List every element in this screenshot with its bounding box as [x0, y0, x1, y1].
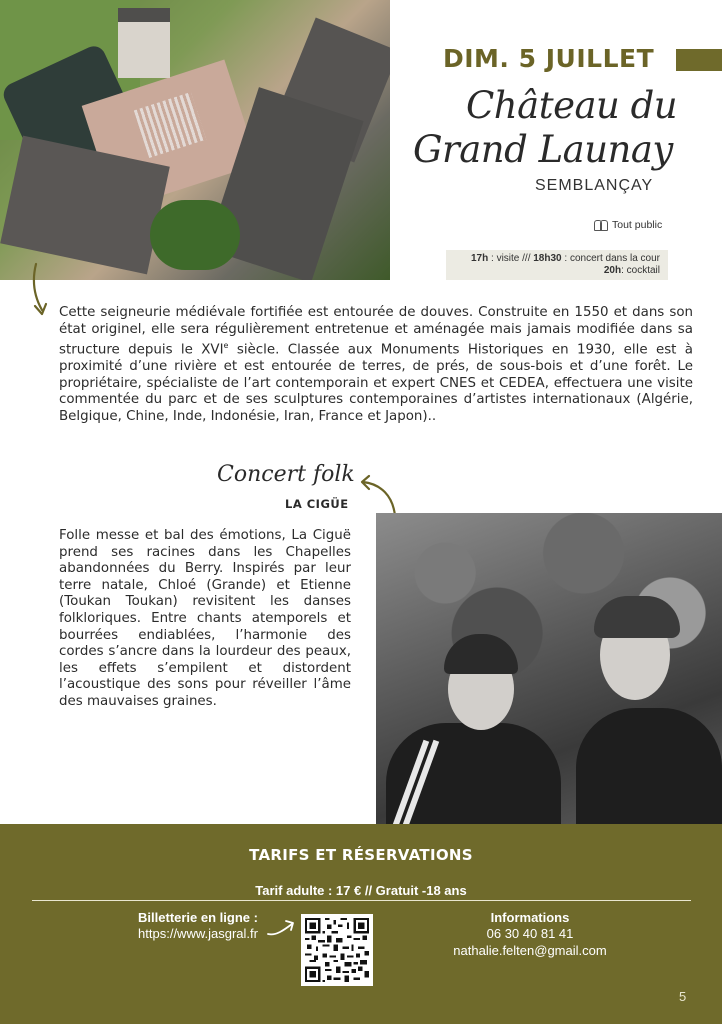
venue-title-line1: Château du — [466, 84, 678, 127]
concert-description: Folle messe et bal des émotions, La Ciguë prend ses racines dans les Chapelles abandonnées du Berry. Inspirés par leur terre natale, Chloé (Grande) et Etienne (Toukan Toukan) revisitent les danses folkloriques. Entre chants atemporels et bourrées endiablées, l’harmonie des cordes s’ancre dans la lourdeur des peaux, les effets s’empilent et distordent l’acoustique des sons pour réveiller l’âme des mauvaises graines. — [59, 528, 351, 709]
footer-reservations — [0, 824, 722, 1024]
schedule-box — [446, 250, 668, 280]
event-date: DIM. 5 JUILLET — [443, 44, 655, 73]
online-ticketing-url[interactable]: https://www.jasgral.fr — [138, 926, 258, 941]
reservations-title: TARIFS ET RÉSERVATIONS — [249, 846, 473, 864]
info-label: Informations — [490, 910, 570, 925]
chateau-aerial-photo — [0, 0, 390, 280]
footer-divider — [32, 900, 691, 901]
concert-title: Concert folk — [217, 462, 355, 487]
info-email[interactable]: nathalie.felten@gmail.com — [453, 943, 607, 958]
page-number: 5 — [679, 989, 687, 1004]
qr-code-icon[interactable] — [301, 914, 373, 986]
curved-arrow-down-icon — [30, 262, 60, 320]
curved-arrow-left-icon — [355, 474, 403, 518]
schedule-line1: 17h : visite /// 18h30 : concert dans la cour — [471, 253, 660, 264]
info-phone[interactable]: 06 30 40 81 41 — [486, 926, 574, 941]
band-photo — [376, 513, 722, 824]
curved-arrow-right-icon — [266, 916, 298, 938]
venue-city: SEMBLANÇAY — [535, 177, 654, 194]
intro-paragraph: Cette seigneurie médiévale fortifiée est entourée de douves. Construite en 1550 et dans son état originel, elle sera régulièrement entretenue et aménagée mais jamais modifiée dans sa structure depuis le XVIe siècle. Classée aux Monuments Historiques en 1930, elle est à proximité d’une rivière et est entourée de terres, de prés, de sous-bois et d’une forêt. Le propriétaire, spécialiste de l’art contemporain et expert CNES et CEDEA, effectuera une visite commentée du parc et de ses sculptures contemporaines d’artistes internationaux (Algérie, Belgique, Chine, Inde, Indonésie, Iran, France et Japon).. — [59, 305, 693, 425]
audience-info — [594, 219, 662, 231]
schedule-line2: 20h: cocktail — [603, 265, 660, 276]
venue-title-line2: Grand Launay — [413, 128, 673, 171]
online-ticketing-label: Billetterie en ligne : — [138, 910, 258, 925]
band-name: LA CIGÜE — [285, 497, 349, 511]
price-info: Tarif adulte : 17 € // Gratuit -18 ans — [255, 883, 467, 898]
audience-label: Tout public — [612, 219, 663, 231]
people-icon — [594, 220, 608, 230]
date-accent-bar — [676, 49, 722, 71]
